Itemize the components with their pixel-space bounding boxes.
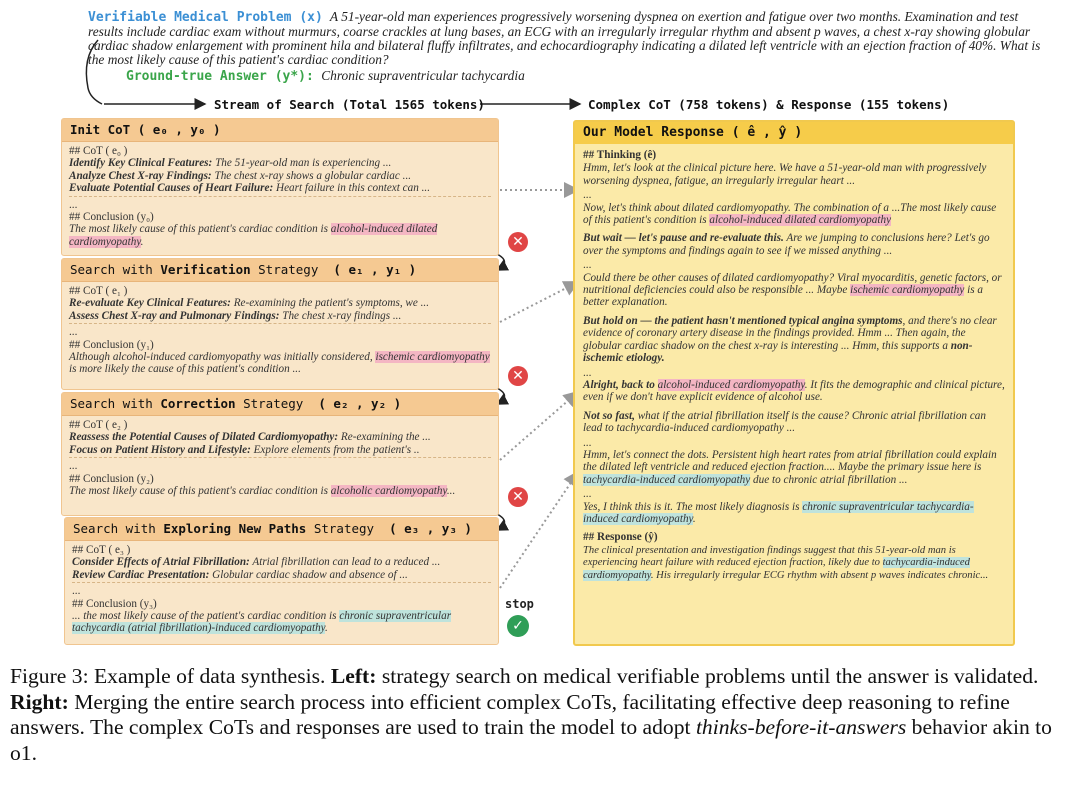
init-cot-box xyxy=(61,118,499,256)
response-title: Our Model Response ( ê , ŷ ) xyxy=(575,122,1013,144)
cot-heading: ## CoT ( e₂ ) xyxy=(69,419,128,431)
figure-caption: Figure 3: Example of data synthesis. Left: strategy search on medical verifiable problems until the answer is validated. Right: Merging the entire search process into efficient complex CoTs, facilitating effective deep reasoning to refine answers. The complex CoTs and responses are used to train the model to adopt thinks-before-it-answers behavior akin to o1. xyxy=(10,664,1052,765)
thinking-p7: Not so fast, what if the atrial fibrillation itself is the cause? Chronic atrial fibrillation can lead to tachycardia-induced cardiomyopathy ... xyxy=(583,409,986,435)
ground-truth-label: Ground-true Answer (y*): xyxy=(126,69,314,84)
conclusion-text: The most likely cause of this patient's cardiac condition is alcoholic cardiomyopathy... xyxy=(69,485,456,498)
thinking-p3: But wait — let's pause and re-evaluate this. Are we jumping to conclusions here? Let's go over the symptoms and findings again to see if we missed anything ... xyxy=(583,232,990,257)
cot-dots: ... xyxy=(69,326,78,339)
check-icon: ✓ xyxy=(507,615,529,637)
verification-box xyxy=(61,258,499,390)
conclusion-heading: ## Conclusion (y₂) xyxy=(69,472,154,485)
conclusion-heading: ## Conclusion (y₁) xyxy=(69,338,154,351)
response-text: The clinical presentation and investigation findings suggest that this 51-year-old man is experiencing heart failure with reduced ejection fraction, likely due to tachycardia-induced cardiomyopathy. His irregularly irregular ECG rhythm with absent p waves indicates chronic... xyxy=(583,544,989,581)
conclusion-heading: ## Conclusion (y₃) xyxy=(72,597,157,610)
problem-text: A 51-year-old man experiences progressively worsening dyspnea on exertion and fatigue over two months. Examination and test results include cardiac exam without murmurs, coarse crackles at lung bases, an ECG with an irregularly irregular rhythm and absent p waves, a chest x-ray showing globular cardiac shadow enlargement with prominent hila and bilateral fluffy infiltrates, and echocardiography indicating a dilated left ventricle with an ejection fraction of 40%. What is the most likely cause of this patient's cardiac condition? xyxy=(88,9,1041,67)
cot-line: Re-evaluate Key Clinical Features: Re-examining the patient's symptoms, we ... xyxy=(69,297,430,310)
problem-label: Verifiable Medical Problem (x) xyxy=(88,10,323,25)
verification-title: Search with Verification Strategy ( e₁ , y₁ ) xyxy=(62,259,498,282)
cot-line: Assess Chest X-ray and Pulmonary Findings: The chest x-ray findings ... xyxy=(69,309,402,322)
model-response-box: Our Model Response ( ê , ŷ ) ## Thinking (ê) Hmm, let's look at the clinical picture here. We have a 51-year-old man with progressively worsening dyspnea, fatigue, an irregularly irregular heart ... ... Now, let's think about dilated cardiomyopathy. The combination of a ...The most likely cause of this patient's condition is alcohol-induced dilated cardiomyopathy But wait — let's pause and re-evaluate this. Are we jumping to conclusions here? Let's go over the symptoms and findings again to see if we missed anything ... ... Could there be other causes of dilated cardiomyopathy? Viral myocarditis, genetic factors, or nutritional deficiencies could also be responsible ... Maybe ischemic cardiomyopathy is a better explanation. But hold on — the patient hasn't mentioned typical angina symptoms, and there's no clear evidence of coronary artery disease in the findings provided. Hmm ... Then again, the globular cardiac shadow on the chest x-ray is interesting ... Hmm, this supports a non-ischemic etiology. ... Alright, back to alcohol-induced cardiomyopathy. It fits the demographic and clinical picture, even if we don't have explicit evidence of alcohol use. Not so fast, what if the atrial fibrillation itself is the cause? Chronic atrial fibrillation can lead to tachycardia-induced cardiomyopathy ... ... Hmm, let's connect the dots. Persistent high heart rates from atrial fibrillation could explain the dilated left ventricle and reduced ejection fraction.... Maybe the primary issue here is tachycardia-induced cardiomyopathy due to chronic atrial fibrillation ... ... Yes, I think this is it. The most likely diagnosis is chronic supraventricular tachycardia-induced cardiomyopathy. ## Response (ŷ) The clinical presentation and investigation findings suggest that this 51-year-old man is experiencing heart failure with reduced ejection fraction, likely due to tachycardia-induced cardiomyopathy. His irregularly irregular ECG rhythm with absent p waves indicates chronic... xyxy=(573,120,1015,646)
thinking-p5: But hold on — the patient hasn't mentioned typical angina symptoms, and there's no clear evidence of coronary artery disease in the findings provided. Hmm ... Then again, the globular cardiac shadow on the chest x-ray is interesting ... Hmm, this supports a non-ischemic etiology. xyxy=(583,314,997,365)
thinking-p2: Now, let's think about dilated cardiomyopathy. The combination of a ...The most likely cause of this patient's condition is alcohol-induced dilated cardiomyopathy xyxy=(583,201,997,227)
cot-line: Reassess the Potential Causes of Dilated Cardiomyopathy: Re-examining the ... xyxy=(69,431,431,444)
ground-truth-text: Chronic supraventricular tachycardia xyxy=(321,68,525,83)
problem-brace xyxy=(86,40,102,104)
cot-dots: ... xyxy=(72,585,81,598)
cot-line: Focus on Patient History and Lifestyle: Explore elements from the patient's .. xyxy=(69,443,420,456)
cot-dots: ... xyxy=(69,460,78,473)
conclusion-heading: ## Conclusion (y₀) xyxy=(69,211,154,224)
exploring-new-paths-box xyxy=(64,517,499,645)
cot-heading: ## CoT ( e₃ ) xyxy=(72,544,131,556)
left-header: Stream of Search (Total 1565 tokens) xyxy=(214,97,485,112)
wrong-icon: ✕ xyxy=(508,232,528,252)
response-heading: ## Response (ŷ) xyxy=(583,531,658,544)
cot-heading: ## CoT ( e₁ ) xyxy=(69,285,128,297)
conclusion-text: ... the most likely cause of the patient's cardiac condition is chronic supraventricular tachycardia (atrial fibrillation)-induced cardiomyopathy. xyxy=(72,610,452,635)
cot-line: Review Cardiac Presentation: Globular cardiac shadow and absence of ... xyxy=(72,568,408,581)
thinking-p1: Hmm, let's look at the clinical picture here. We have a 51-year-old man with progressively worsening dyspnea, fatigue, an irregularly irregular heart ... xyxy=(583,162,987,187)
correction-box xyxy=(61,392,499,516)
conclusion-text: The most likely cause of this patient's cardiac condition is alcohol-induced dilated cardiomyopathy. xyxy=(69,223,438,248)
thinking-p9: Yes, I think this is it. The most likely diagnosis is chronic supraventricular tachycardia-induced cardiomyopathy. xyxy=(583,500,974,525)
init-cot-title: Init CoT ( e₀ , y₀ ) xyxy=(62,119,498,142)
cot-line: Identify Key Clinical Features: The 51-year-old man is experiencing ... xyxy=(69,157,392,170)
thinking-heading: ## Thinking (ê) xyxy=(583,149,657,161)
thinking-p8: Hmm, let's connect the dots. Persistent high heart rates from atrial fibrillation could explain the dilated left ventricle and reduced ejection fraction.... Maybe the primary issue here is tachycardia-induced cardiomyopathy due to chronic atrial fibrillation ... xyxy=(583,448,997,486)
cot-line: Consider Effects of Atrial Fibrillation: Atrial fibrillation can lead to a reduced ... xyxy=(72,556,441,569)
stop-label: stop xyxy=(505,597,534,611)
thinking-p4: Could there be other causes of dilated cardiomyopathy? Viral myocarditis, genetic factors, or nutritional deficiencies could also be responsible ... Maybe ischemic cardiomyopathy is a better explanation. xyxy=(583,271,1002,309)
wrong-icon: ✕ xyxy=(508,487,528,507)
cot-line: Evaluate Potential Causes of Heart Failure: Heart failure in this context can ... xyxy=(69,182,430,195)
conclusion-text: Although alcohol-induced cardiomyopathy was initially considered, ischemic cardiomyopathy is more likely the cause of this patient's condition ... xyxy=(69,351,490,376)
correction-title: Search with Correction Strategy ( e₂ , y₂ ) xyxy=(62,393,498,416)
cot-heading: ## CoT ( e₀ ) xyxy=(69,145,128,157)
cot-dots: ... xyxy=(69,198,78,211)
thinking-p6: Alright, back to alcohol-induced cardiomyopathy. It fits the demographic and clinical picture, even if we don't have explicit evidence of alcohol use. xyxy=(583,378,1005,404)
exploring-title: Search with Exploring New Paths Strategy ( e₃ , y₃ ) xyxy=(65,518,498,541)
right-header: Complex CoT (758 tokens) & Response (155 tokens) xyxy=(588,97,950,112)
wrong-icon: ✕ xyxy=(508,366,528,386)
cot-line: Analyze Chest X-ray Findings: The chest x-ray shows a globular cardiac ... xyxy=(69,169,412,182)
dotted-arrow-3 xyxy=(500,392,578,460)
dotted-arrow-2 xyxy=(500,282,578,322)
